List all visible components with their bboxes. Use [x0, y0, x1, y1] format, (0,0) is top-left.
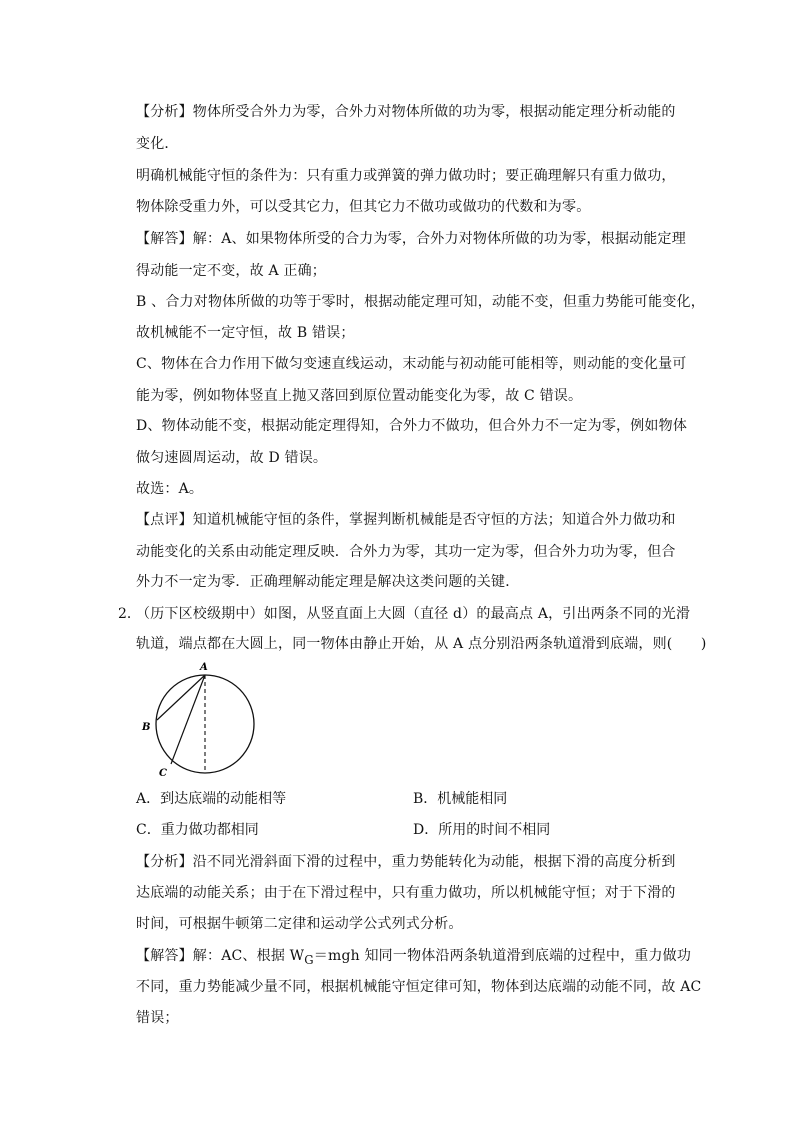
choice-line: 故选：A。 [136, 481, 204, 497]
q2-answer-line-3: 错误； [136, 1010, 179, 1026]
answer-line-2: 得动能一定不变，故 A 正确； [136, 263, 327, 279]
q2-analysis-line-3: 时间，可根据牛顿第二定律和运动学公式列式分析。 [136, 916, 463, 932]
analysis-line-2: 变化． [136, 136, 179, 152]
question-number: 2． [118, 606, 141, 622]
comment-line-3: 外力不一定为零．正确理解动能定理是解决这类问题的关键． [136, 574, 520, 590]
answer-line-4: 故机械能不一定守恒，故 B 错误； [136, 325, 355, 341]
condition-line-1: 明确机械能守恒的条件为：只有重力或弹簧的弹力做功时；要正确理解只有重力做功， [136, 168, 676, 184]
track-ac [171, 675, 205, 764]
option-d: D．所用的时间不相同 [413, 822, 551, 838]
q2-answer-line-1: 【解答】解：AC、根据 $W_G=mgh$ 知同一物体沿两条轨道滑到底端的过程中，重力做功 [136, 948, 692, 967]
answer-line-7: D、物体动能不变，根据动能定理得知，合外力不做功，但合外力不一定为零，例如物体 [136, 418, 688, 434]
label-b: B [142, 722, 151, 733]
comment-line-1: 【点评】知道机械能守恒的条件，掌握判断机械能是否守恒的方法；知道合外力做功和 [136, 512, 676, 528]
option-a: A．到达底端的动能相等 [136, 791, 287, 807]
question-line-2: 轨道，端点都在大圆上，同一物体由静止开始，从 A 点分别沿两条轨道滑到底端，则( ) [136, 636, 707, 652]
q2-analysis-line-1: 【分析】沿不同光滑斜面下滑的过程中，重力势能转化为动能，根据下滑的高度分析到 [136, 854, 676, 870]
answer-line-6: 能为零，例如物体竖直上抛又落回到原位置动能变化为零，故 C 错误。 [136, 388, 583, 404]
q2-answer-line-2: 不同，重力势能减少量不同，根据机械能守恒定律可知，物体到达底端的动能不同，故 AC [136, 979, 702, 995]
circle-track-diagram [138, 660, 262, 780]
answer-line-8: 做匀速圆周运动，故 D 错误。 [136, 450, 328, 466]
analysis-line-1: 【分析】物体所受合外力为零，合外力对物体所做的功为零，根据动能定理分析动能的 [136, 104, 676, 120]
answer-line-1: 【解答】解：A、如果物体所受的合力为零，合外力对物体所做的功为零，根据动能定理 [136, 231, 686, 247]
label-c: C [159, 768, 167, 779]
label-a: A [200, 662, 208, 673]
comment-line-2: 动能变化的关系由动能定理反映．合外力为零，其功一定为零，但合外力功为零，但合 [136, 544, 676, 560]
option-b: B．机械能相同 [413, 791, 508, 807]
question-line-1: （历下区校级期中）如图，从竖直面上大圆（直径 d）的最高点 A，引出两条不同的光滑 [136, 606, 691, 622]
condition-line-2: 物体除受重力外，可以受其它力，但其它力不做功或做功的代数和为零。 [136, 199, 591, 215]
q2-analysis-line-2: 达底端的动能关系；由于在下滑过程中，只有重力做功，所以机械能守恒；对于下滑的 [136, 885, 676, 901]
answer-line-5: C、物体在合力作用下做匀变速直线运动，末动能与初动能可能相等，则动能的变化量可 [136, 356, 687, 372]
answer-line-3: B 、合力对物体所做的功等于零时，根据动能定理可知，动能不变，但重力势能可能变化， [136, 294, 705, 310]
option-c: C．重力做功都相同 [136, 822, 259, 838]
